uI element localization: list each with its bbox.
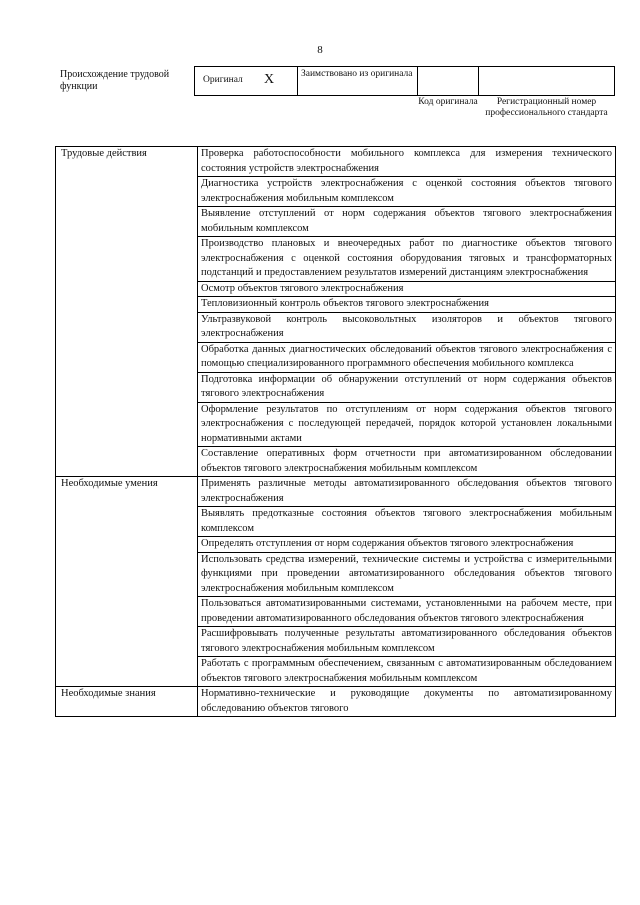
- section-item: Ультразвуковой контроль высоковольтных изоляторов и объектов тягового электроснабжения: [198, 312, 616, 342]
- labor-function-table: [55, 146, 616, 717]
- code-caption: Код оригинала: [418, 97, 478, 107]
- original-label: Оригинал: [203, 75, 243, 85]
- section-item: Обработка данных диагностических обследований объектов тягового электроснабжения с помощью специализированного программного обеспечения мобильного комплекса: [198, 342, 616, 372]
- section-item: Тепловизионный контроль объектов тягового электроснабжения: [198, 297, 616, 313]
- section-title: Необходимые знания: [56, 687, 198, 717]
- section-item: Составление оперативных форм отчетности при автоматизированном обследовании объектов тягового электроснабжения мобильным комплексом: [198, 447, 616, 477]
- origin-label: Происхождение трудовой функции: [60, 69, 170, 92]
- table-row: [56, 687, 616, 717]
- section-item: Выявлять предотказные состояния объектов тягового электроснабжения мобильным комплексом: [198, 507, 616, 537]
- section-title: Трудовые действия: [56, 147, 198, 477]
- section-item: Нормативно-технические и руководящие документы по автоматизированному обследованию объектов тягового: [198, 687, 616, 717]
- table-row: [56, 477, 616, 507]
- section-item: Оформление результатов по отступлениям от норм содержания объектов тягового электроснабжения с последующей передачей, порядок которой установлен локальными нормативными актами: [198, 402, 616, 447]
- section-item: Расшифровывать полученные результаты автоматизированного обследования объектов тягового электроснабжения мобильным комплексом: [198, 627, 616, 657]
- section-item: Использовать средства измерений, технические системы и устройства с измерительными функциями при проведении автоматизированного обследования объектов тягового электроснабжения мобильным комплексом: [198, 552, 616, 597]
- page-number: 8: [317, 44, 323, 56]
- original-mark: X: [264, 72, 275, 87]
- table-row: [56, 147, 616, 177]
- section-item: Работать с программным обеспечением, связанным с автоматизированным обследованием объектов тягового электроснабжения мобильным комплексом: [198, 657, 616, 687]
- section-item: Пользоваться автоматизированными системами, установленными на рабочем месте, при проведении автоматизированного обследования объектов тягового электроснабжения: [198, 597, 616, 627]
- section-item: Подготовка информации об обнаружении отступлений от норм содержания объектов тягового электроснабжения: [198, 372, 616, 402]
- reg-caption: Регистрационный номер профессионального стандарта: [485, 97, 608, 118]
- section-item: Диагностика устройств электроснабжения с оценкой состояния объектов тягового электроснабжения мобильным комплексом: [198, 177, 616, 207]
- section-item: Определять отступления от норм содержания объектов тягового электроснабжения: [198, 537, 616, 553]
- section-item: Производство плановых и внеочередных работ по диагностике объектов тягового электроснабжения с оценкой состояния оборудования тяговых и трансформаторных подстанций и предоставлением результатов измерений дистанциям электроснабжения: [198, 237, 616, 282]
- section-item: Применять различные методы автоматизированного обследования объектов тягового электроснабжения: [198, 477, 616, 507]
- section-title: Необходимые умения: [56, 477, 198, 687]
- section-item: Проверка работоспособности мобильного комплекса для измерения технического состояния устройств электроснабжения: [198, 147, 616, 177]
- section-item: Осмотр объектов тягового электроснабжения: [198, 281, 616, 297]
- section-item: Выявление отступлений от норм содержания объектов тягового электроснабжения мобильным комплексом: [198, 207, 616, 237]
- borrowed-label: Заимствовано из оригинала: [301, 69, 413, 79]
